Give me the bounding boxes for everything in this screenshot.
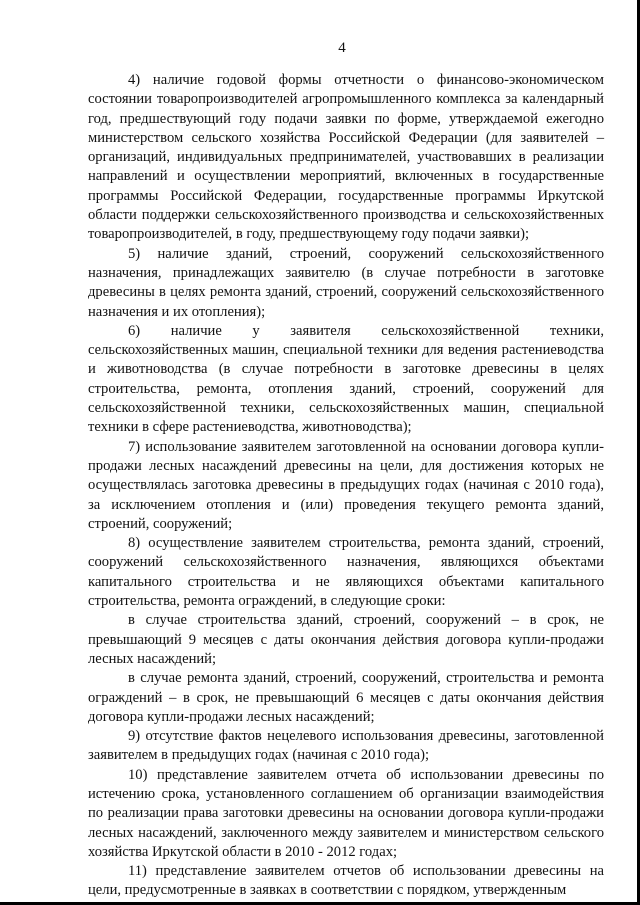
paragraph-item-8-repair: в случае ремонта зданий, строений, сооружений, строительства и ремонта ограждений – в срок, не превышающий 6 месяцев с даты окончания действия договора купли-продажи лесных насаждений; xyxy=(88,670,604,725)
paragraph-item-8-construction: в случае строительства зданий, строений, сооружений – в срок, не превышающий 9 месяцев с даты окончания действия договора купли-продажи лесных насаждений; xyxy=(88,612,604,667)
paragraph-item-4: 4) наличие годовой формы отчетности о финансово-экономическом состоянии товаропроизводителей агропромышленного комплекса за календарный год, предшествующий году подачи заявки по форме, утверждаемой ежегодно министерством сельского хозяйства Российской Федерации (для заявителей – организаций, индивидуальных предпринимателей, участвовавших в реализации направлений и осуществлении мероприятий, включенных в государственные программы Российской Федерации, государственные программы Иркутской области поддержки сельскохозяйственного производства и сельскохозяйственных товаропроизводителей, в году, предшествующему году подачи заявки); xyxy=(88,72,604,243)
paragraph-item-5: 5) наличие зданий, строений, сооружений сельскохозяйственного назначения, принадлежащих заявителю (в случае потребности в заготовке древесины в целях ремонта зданий, строений, сооружений сельскохозяйственного назначения и их отопления); xyxy=(88,245,604,320)
paragraph-item-6: 6) наличие у заявителя сельскохозяйственной техники, сельскохозяйственных машин, специальной техники для ведения растениеводства и животноводства (в случае потребности в заготовке древесины в целях строительства, ремонта, отопления зданий, строений, сооружений для сельскохозяйственной техники, сельскохозяйственных машин, специальной техники в сфере растениеводства, животноводства); xyxy=(88,322,604,436)
paragraph-item-11: 11) представление заявителем отчетов об использовании древесины на цели, предусмотренные в заявках в соответствии с порядком, утвержденным xyxy=(88,863,604,899)
paragraph-item-7: 7) использование заявителем заготовленной на основании договора купли-продажи лесных насаждений древесины на цели, для достижения которых не осуществлялась заготовка древесины в предыдущих годах (начиная с 2010 года), за исключением отопления и (или) проведения текущего ремонта зданий, строений, сооружений; xyxy=(88,438,604,532)
paragraph-item-9: 9) отсутствие фактов нецелевого использования древесины, заготовленной заявителем в предыдущих годах (начиная с 2010 года); xyxy=(88,728,604,764)
paragraph-item-10: 10) представление заявителем отчета об использовании древесины по истечению срока, установленного соглашением об организации взаимодействия по реализации права заготовки древесины на основании договора купли-продажи лесных насаждений, заключенного между заявителем и министерством сельского хозяйства Иркутской области в 2010 - 2012 годах; xyxy=(88,766,604,860)
page-number: 4 xyxy=(338,40,346,56)
paragraph-item-8: 8) осуществление заявителем строительства, ремонта зданий, строений, сооружений сельскохозяйственного назначения, являющихся объектами капитального строительства и не являющихся объектами капитального строительства, ремонта ограждений, в следующие сроки: xyxy=(88,535,604,610)
